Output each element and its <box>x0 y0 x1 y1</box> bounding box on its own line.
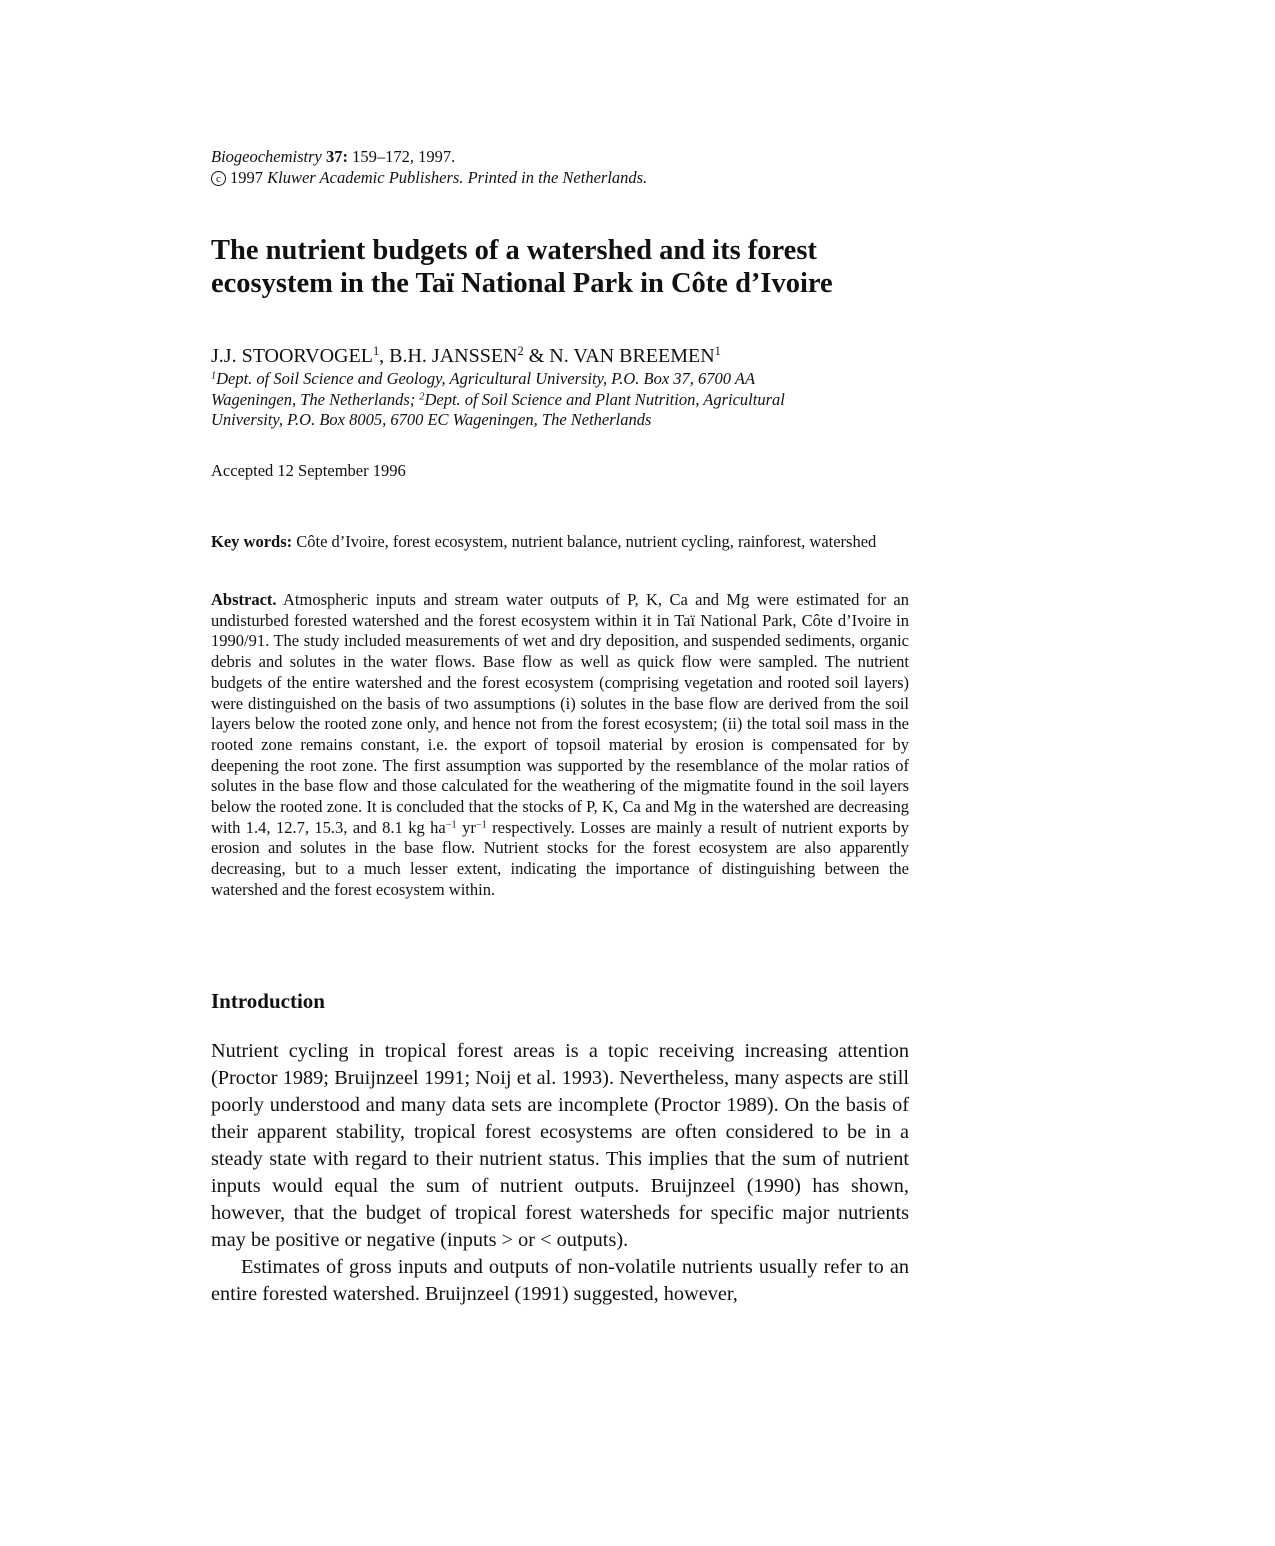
copyright-icon: c <box>211 171 226 186</box>
journal-volume: 37: <box>326 147 349 166</box>
publisher-name: Kluwer Academic Publishers. <box>267 168 464 187</box>
title-line-2: ecosystem in the Taï National Park in Côte d’Ivoire <box>211 268 833 299</box>
affiliation-marker-2: 2 <box>419 390 425 402</box>
affiliations <box>211 369 909 431</box>
author-3-affil: 1 <box>714 344 721 359</box>
abstract-paragraph <box>211 590 909 901</box>
intro-paragraph-1: Nutrient cycling in tropical forest areas is a topic receiving increasing attention (Proctor 1989; Bruijnzeel 1991; Noij et al. 1993). Nevertheless, many aspects are still poorly understood and many data sets are incomplete (Proctor 1989). On the basis of their apparent stability, tropical forest ecosystems are often considered to be in a steady state with regard to their nutrient status. This implies that the sum of nutrient inputs would equal the sum of nutrient outputs. Bruijnzeel (1990) has shown, however, that the budget of tropical forest watersheds for specific major nutrients may be positive or negative (inputs > or < outputs). <box>211 1040 909 1251</box>
author-2-affil: 2 <box>517 344 524 359</box>
author-2: B.H. JANSSEN <box>389 345 518 367</box>
author-list <box>211 343 721 369</box>
author-1: J.J. STOORVOGEL <box>211 345 373 367</box>
abstract-label: Abstract. <box>211 590 277 609</box>
affiliation-line-1: $^1$Dept. of Soil Science and Geology, Agricultural University, P.O. Box 37, 6700 AA <box>211 369 756 388</box>
journal-header <box>211 146 647 188</box>
author-separator-2: & <box>523 345 550 367</box>
journal-pages-year: 159–172, 1997. <box>352 147 456 166</box>
abstract <box>211 590 909 901</box>
copyright-line <box>211 167 647 188</box>
unit-year: yr <box>456 817 476 837</box>
unit-exponent-1: −1 <box>445 819 457 831</box>
affiliation-marker-1: 1 <box>211 370 217 382</box>
author-3: N. VAN BREEMEN <box>549 345 715 367</box>
section-heading-introduction: Introduction <box>211 989 325 1013</box>
affiliation-line-3: University, P.O. Box 8005, 6700 EC Wageningen, The Netherlands <box>211 410 652 429</box>
author-1-affil: 1 <box>372 344 380 359</box>
copyright-year: 1997 <box>230 168 263 187</box>
keywords <box>211 532 909 553</box>
printed-location: Printed in the Netherlands. <box>467 168 648 187</box>
author-separator-1: , <box>379 345 390 367</box>
abstract-text-2: respectively. Losses are mainly a result of nutrient exports by erosion and solutes in the base flow. Nutrient stocks for the forest ecosystem are also apparently decreasing, but to a much lesser extent, indicating the importance of distinguishing between the watershed and the forest ecosystem within. <box>211 817 909 899</box>
keywords-label: Key words: <box>211 532 293 551</box>
title-line-1: The nutrient budgets of a watershed and its forest <box>211 235 817 266</box>
unit-exponent-2: −1 <box>475 819 487 831</box>
abstract-text-1: Atmospheric inputs and stream water outputs of P, K, Ca and Mg were estimated for an undisturbed forested watershed and the forest ecosystem within it in Taï National Park, Côte d’Ivoire in 1990/91. The study included measurements of wet and dry deposition, and suspended sediments, organic debris and solutes in the water flows. Base flow as well as quick flow were sampled. The nutrient budgets of the entire watershed and the forest ecosystem (comprising vegetation and rooted soil layers) were distinguished on the basis of two assumptions (i) solutes in the base flow are derived from the soil layers below the rooted zone only, and hence not from the forest ecosystem; (ii) the total soil mass in the rooted zone remains constant, i.e. the export of topsoil material by erosion is compensated for by deepening the root zone. The first assumption was supported by the resemblance of the molar ratios of solutes in the base flow and those calculated for the weathering of the migmatite found in the soil layers below the rooted zone. It is concluded that the stocks of P, K, Ca and Mg in the watershed are decreasing with 1.4, 12.7, 15.3, and 8.1 kg ha <box>211 590 909 837</box>
affiliation-line-2: Wageningen, The Netherlands; $^2$Dept. of Soil Science and Plant Nutrition, Agricultural <box>211 389 785 409</box>
introduction-body <box>211 1038 909 1308</box>
journal-name: Biogeochemistry <box>211 147 322 166</box>
intro-paragraph-2: Estimates of gross inputs and outputs of non-volatile nutrients usually refer to an entire forested watershed. Bruijnzeel (1991) suggested, however, <box>211 1256 909 1305</box>
paper-title <box>211 234 909 300</box>
citation-line <box>211 146 647 167</box>
accepted-date: Accepted 12 September 1996 <box>211 461 406 480</box>
keywords-text: Côte d’Ivoire, forest ecosystem, nutrient balance, nutrient cycling, rainforest, watershed <box>292 532 877 551</box>
